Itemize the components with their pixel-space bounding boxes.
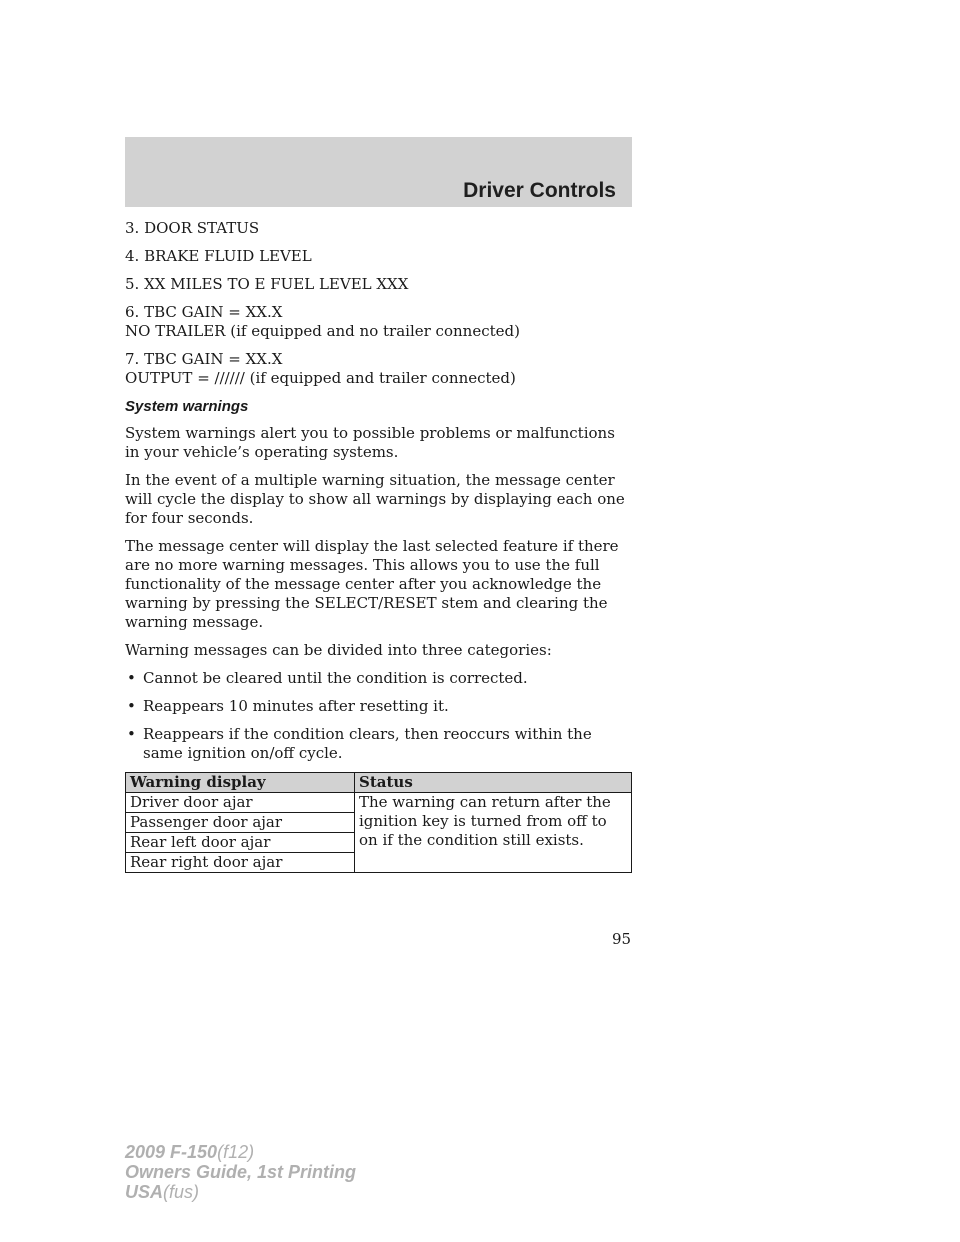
page-content <box>125 219 632 873</box>
list-item: 4. BRAKE FLUID LEVEL <box>125 247 312 265</box>
bullet-icon: • <box>127 725 136 743</box>
bullet-item: • Reappears 10 minutes after resetting it. <box>127 697 449 715</box>
bullet-item: • Cannot be cleared until the condition is corrected. <box>127 669 528 687</box>
list-item: 7. TBC GAIN = XX.X OUTPUT = ////// (if equipped and trailer connected) <box>125 350 516 387</box>
column-header: Status <box>355 773 632 793</box>
bullet-item: • Reappears if the condition clears, then reoccurs within the same ignition on/off cycle. <box>127 725 592 762</box>
warning-cell: Rear left door ajar <box>126 833 355 853</box>
bullet-list <box>125 669 632 763</box>
column-header: Warning display <box>126 773 355 793</box>
table-header-row <box>126 773 632 793</box>
table-row <box>126 793 632 813</box>
status-cell: The warning can return after the ignition key is turned from off to on if the condition still exists. <box>355 793 632 873</box>
footer-line: 2009 F-150(f12) <box>125 1142 255 1162</box>
footer-line: Owners Guide, 1st Printing <box>125 1162 357 1182</box>
section-heading: System warnings <box>125 398 249 415</box>
list-item: 3. DOOR STATUS <box>125 219 260 237</box>
list-item: 5. XX MILES TO E FUEL LEVEL XXX <box>125 275 409 293</box>
section-title: Driver Controls <box>463 179 616 202</box>
warning-table <box>125 772 632 873</box>
warning-cell: Rear right door ajar <box>126 853 355 873</box>
bullet-icon: • <box>127 697 136 715</box>
paragraph: In the event of a multiple warning situation, the message center will cycle the display to show all warnings by displaying each one for four seconds. <box>125 471 625 527</box>
bullet-icon: • <box>127 669 136 687</box>
page-number: 95 <box>612 930 632 948</box>
paragraph: The message center will display the last selected feature if there are no more warning messages. This allows you to use the full functionality of the message center after you acknowledge the warning by pressing the SELECT/RESET stem and clearing the warning message. <box>125 537 619 631</box>
list-item: 6. TBC GAIN = XX.X NO TRAILER (if equipped and no trailer connected) <box>125 303 520 340</box>
footer-line: USA(fus) <box>125 1182 200 1202</box>
footer <box>125 1142 356 1202</box>
section-header-band <box>125 137 632 207</box>
warning-cell: Driver door ajar <box>126 793 355 813</box>
paragraph: Warning messages can be divided into three categories: <box>125 641 552 659</box>
paragraph: System warnings alert you to possible problems or malfunctions in your vehicle’s operating systems. <box>125 424 615 461</box>
warning-cell: Passenger door ajar <box>126 813 355 833</box>
